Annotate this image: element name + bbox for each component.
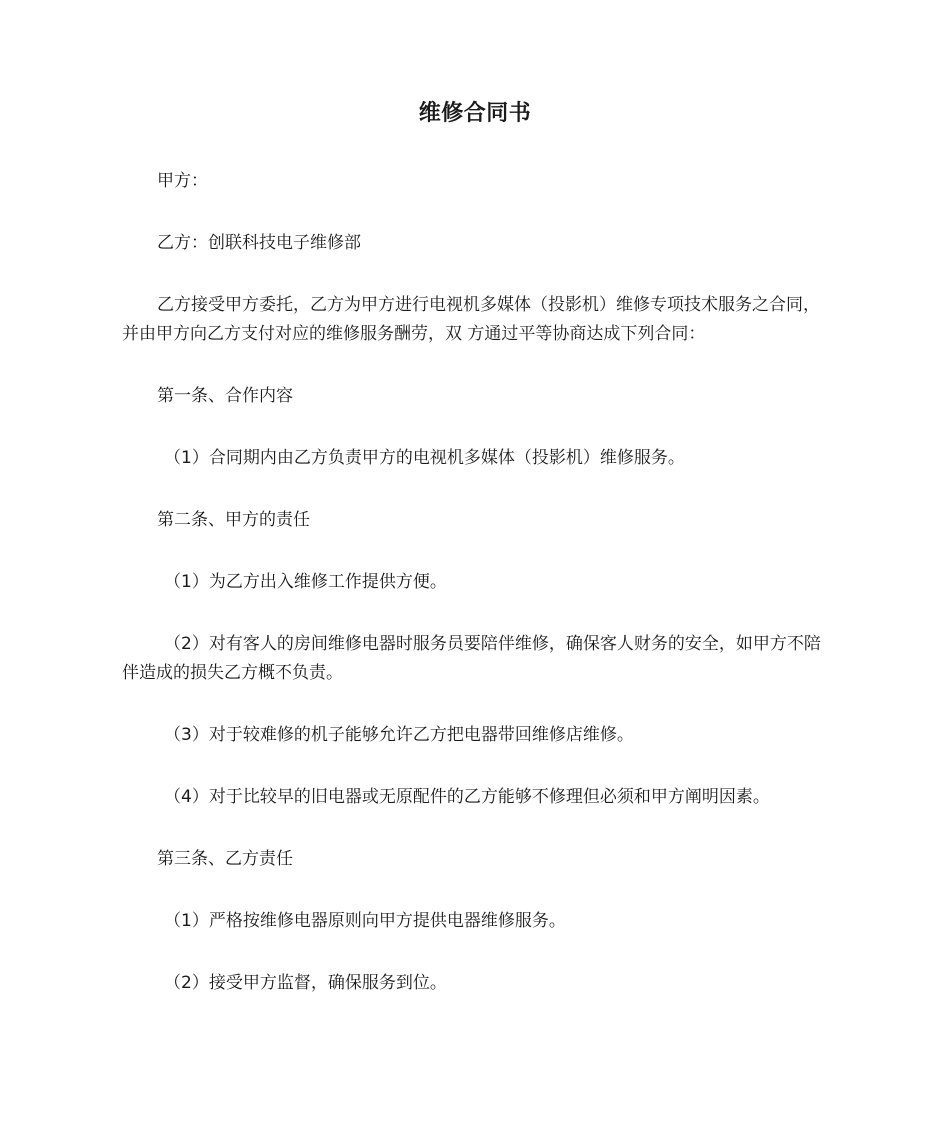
article-2-item-3: （3）对于较难修的机子能够允许乙方把电器带回维修店维修。 [164,725,634,745]
article-2-item-1: （1）为乙方出入维修工作提供方便。 [164,572,447,592]
article-2-heading: 第二条、甲方的责任 [157,510,310,530]
article-3-item-2: （2）接受甲方监督，确保服务到位。 [164,973,447,993]
party-a-line: 甲方： [157,171,208,191]
party-b-line: 乙方：创联科技电子维修部 [157,233,361,253]
document-title: 维修合同书 [418,101,532,126]
article-2-item-4: （4）对于比较早的旧电器或无原配件的乙方能够不修理但必须和甲方阐明因素。 [164,787,770,807]
article-1-heading: 第一条、合作内容 [157,386,293,406]
article-3-item-1: （1）严格按维修电器原则向甲方提供电器维修服务。 [164,911,566,931]
intro-paragraph: 乙方接受甲方委托，乙方为甲方进行电视机多媒体（投影机）维修专项技术服务之合同，并由甲方向乙方支付对应的维修服务酬劳，双 方通过平等协商达成下列合同： [122,295,820,344]
article-2-item-2: （2）对有客人的房间维修电器时服务员要陪伴维修，确保客人财务的安全，如甲方不陪伴造成的损失乙方概不负责。 [122,634,821,683]
article-1-item-1: （1）合同期内由乙方负责甲方的电视机多媒体（投影机）维修服务。 [164,448,685,468]
article-3-heading: 第三条、乙方责任 [157,849,293,869]
